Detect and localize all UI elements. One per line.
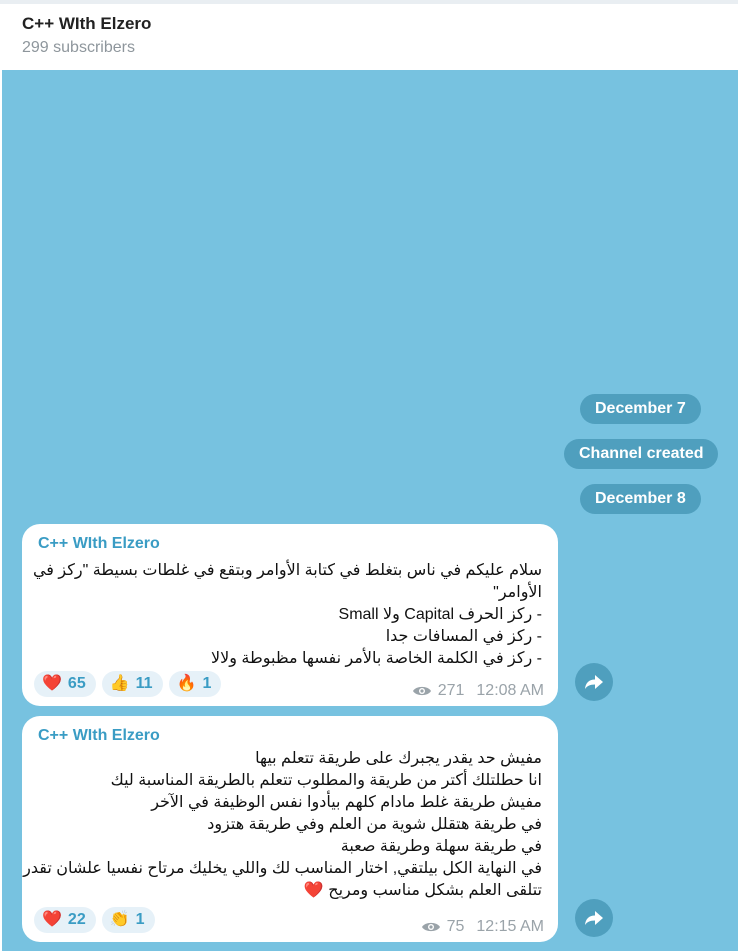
message-bubble[interactable] bbox=[22, 524, 558, 706]
reaction-clap[interactable] bbox=[102, 907, 155, 933]
message-sender[interactable]: C++ WIth Elzero bbox=[38, 727, 160, 744]
message-line: الأوامر" bbox=[493, 584, 542, 601]
divider bbox=[0, 148, 2, 951]
message-line: سلام عليكم في ناس بتغلط في كتابة الأوامر وبتقع في غلطات بسيطة "ركز في bbox=[32, 562, 542, 579]
heart-icon: ❤️ bbox=[42, 675, 62, 692]
reactions bbox=[34, 907, 155, 933]
reaction-count: 1 bbox=[135, 911, 145, 928]
message-time: 12:15 AM bbox=[476, 918, 544, 935]
message-line: تتلقى العلم بشكل مناسب ومريح ❤️ bbox=[303, 882, 542, 899]
view-count: 271 bbox=[437, 682, 465, 699]
channel-header[interactable] bbox=[0, 0, 738, 70]
reaction-count: 65 bbox=[67, 675, 86, 692]
share-icon bbox=[584, 674, 604, 690]
reaction-count: 22 bbox=[67, 911, 86, 928]
message-time: 12:08 AM bbox=[476, 682, 544, 699]
forward-button[interactable] bbox=[575, 663, 613, 701]
channel-title[interactable]: C++ WIth Elzero bbox=[22, 14, 152, 33]
subscriber-count: 299 subscribers bbox=[22, 39, 135, 56]
message-text bbox=[32, 560, 542, 670]
clap-icon: 👏 bbox=[109, 911, 130, 928]
reaction-heart[interactable] bbox=[34, 671, 96, 697]
message-sender[interactable]: C++ WIth Elzero bbox=[38, 535, 160, 552]
message-meta bbox=[421, 918, 544, 936]
heart-icon: ❤️ bbox=[42, 911, 62, 928]
message-line: - ركز الحرف Capital ولا Small bbox=[338, 606, 542, 623]
message-line: مفيش حد يقدر يجبرك على طريقة تتعلم بيها bbox=[255, 750, 542, 767]
reaction-count: 1 bbox=[202, 675, 212, 692]
message-line: انا حطلتلك أكتر من طريقة والمطلوب تتعلم بالطريقة المناسبة ليك bbox=[110, 772, 542, 789]
reaction-fire[interactable] bbox=[169, 671, 222, 697]
reactions bbox=[34, 671, 221, 697]
service-message: Channel created bbox=[564, 439, 718, 469]
forward-button[interactable] bbox=[575, 899, 613, 937]
message-line: في طريقة هتقلل شوية من العلم وفي طريقة هتزود bbox=[207, 816, 542, 833]
date-pill: December 8 bbox=[580, 484, 701, 514]
message-line: - ركز في المسافات جدا bbox=[385, 628, 542, 645]
message-line: مفيش طريقة غلط مادام كلهم بيأدوا نفس الوظيفة في الآخر bbox=[151, 794, 542, 811]
thumbs-up-icon: 👍 bbox=[109, 675, 130, 692]
message-line: - ركز في الكلمة الخاصة بالأمر نفسها مظبوطة ولالا bbox=[210, 650, 542, 667]
reaction-thumbs-up[interactable] bbox=[102, 671, 163, 697]
reaction-count: 11 bbox=[135, 675, 153, 692]
message-meta bbox=[412, 682, 544, 700]
share-icon bbox=[584, 910, 604, 926]
view-count: 75 bbox=[446, 918, 465, 935]
message-line: في طريقة سهلة وطريقة صعبة bbox=[340, 838, 542, 855]
date-pill: December 7 bbox=[580, 394, 701, 424]
views-icon bbox=[421, 920, 441, 934]
fire-icon: 🔥 bbox=[176, 675, 197, 692]
message-bubble[interactable] bbox=[22, 716, 558, 942]
reaction-heart[interactable] bbox=[34, 907, 96, 933]
message-line: في النهاية الكل بيلتقي, اختار المناسب لك واللي يخليك مرتاح نفسيا علشان تقدر bbox=[23, 860, 542, 877]
views-icon bbox=[412, 684, 432, 698]
message-text bbox=[23, 748, 542, 902]
